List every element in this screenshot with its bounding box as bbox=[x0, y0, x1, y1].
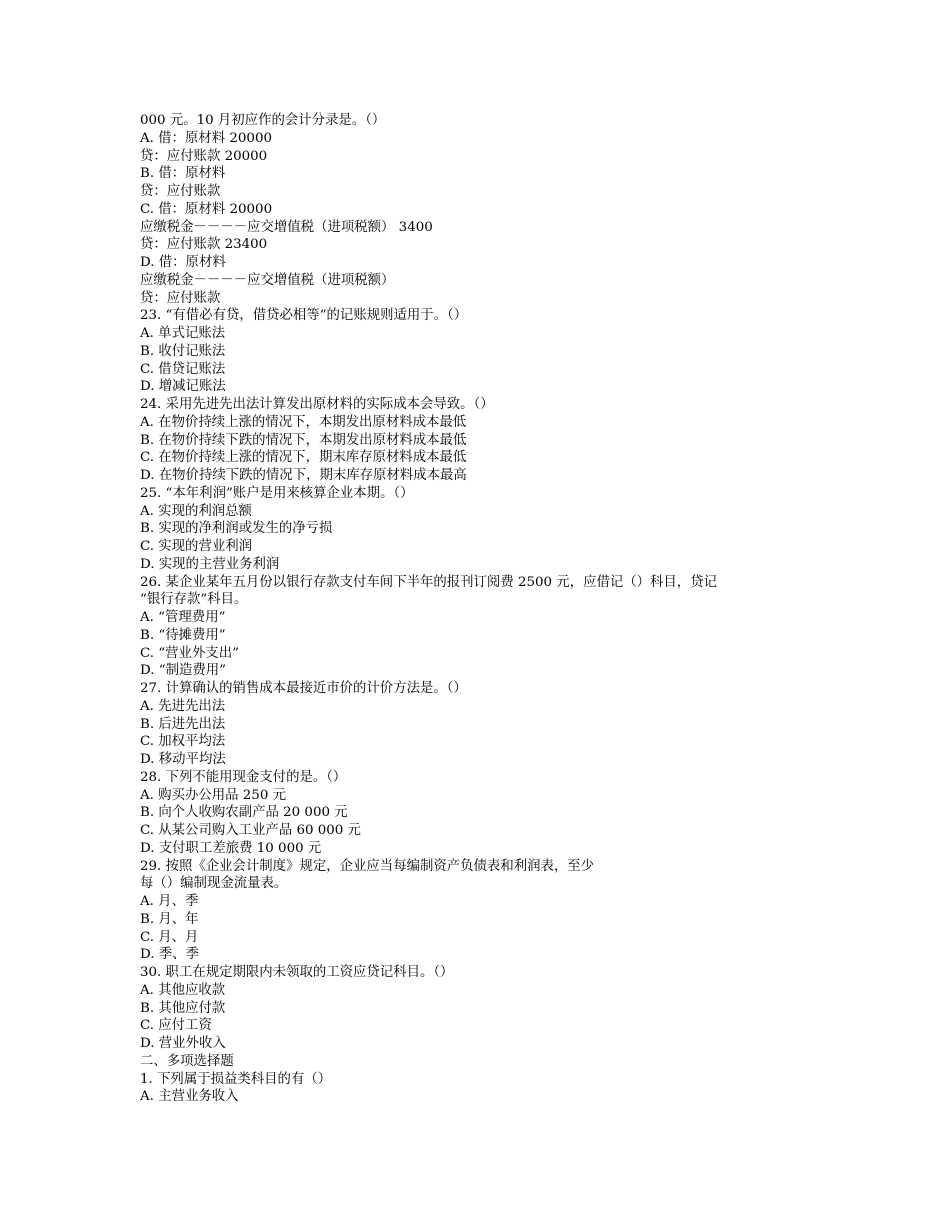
option-line: B. 借：原材料 bbox=[140, 166, 226, 182]
text-line: “银行存款”科目。 bbox=[140, 592, 248, 608]
option-line: A. 先进先出法 bbox=[140, 698, 226, 714]
option-line: A. 实现的利润总额 bbox=[140, 503, 252, 519]
option-line: A. 主营业务收入 bbox=[140, 1089, 239, 1105]
option-line: D. 支付职工差旅费 10 000 元 bbox=[140, 840, 322, 856]
option-line: D. “制造费用” bbox=[140, 663, 227, 679]
option-line: D. 移动平均法 bbox=[140, 752, 226, 767]
text-line: 每（）编制现金流量表。 bbox=[140, 876, 288, 892]
option-line: B. 其他应付款 bbox=[140, 1000, 226, 1016]
text-line: 贷：应付账款 23400 bbox=[140, 237, 268, 253]
text-line: 000 元。10 月初应作的会计分录是。（） bbox=[140, 113, 386, 128]
option-line: C. 借：原材料 20000 bbox=[140, 201, 273, 217]
option-line: A. 其他应收款 bbox=[140, 982, 226, 998]
option-line: D. 季、季 bbox=[140, 947, 199, 963]
question-line: 28. 下列不能用现金支付的是。（） bbox=[140, 769, 347, 785]
text-line: 应缴税金－－－－应交增值税（进项税额） 3400 bbox=[140, 219, 433, 235]
option-line: D. 在物价持续下跌的情况下，期末库存原材料成本最高 bbox=[140, 468, 467, 483]
option-line: B. 月、年 bbox=[140, 911, 199, 927]
option-line: C. 借贷记账法 bbox=[140, 361, 226, 377]
option-line: D. 实现的主营业务利润 bbox=[140, 556, 280, 572]
option-line: B. 实现的净利润或发生的净亏损 bbox=[140, 521, 333, 537]
question-line: 30. 职工在规定期限内未领取的工资应贷记科目。（） bbox=[140, 965, 454, 980]
option-line: B. 后进先出法 bbox=[140, 716, 226, 732]
option-line: D. 增减记账法 bbox=[140, 379, 226, 395]
text-line: 贷：应付账款 20000 bbox=[140, 148, 268, 164]
question-line: 1. 下列属于损益类科目的有（） bbox=[140, 1071, 332, 1087]
option-line: D. 营业外收入 bbox=[140, 1036, 226, 1051]
option-line: B. “待摊费用” bbox=[140, 627, 226, 643]
option-line: A. 单式记账法 bbox=[140, 326, 226, 341]
option-line: C. “营业外支出” bbox=[140, 645, 239, 661]
text-line: 贷：应付账款 bbox=[140, 290, 221, 306]
option-line: D. 借：原材料 bbox=[140, 255, 226, 270]
question-line: 27. 计算确认的销售成本最接近市价的计价方法是。（） bbox=[140, 681, 467, 696]
option-line: C. 实现的营业利润 bbox=[140, 539, 253, 554]
option-line: A. 购买办公用品 250 元 bbox=[140, 787, 286, 803]
question-line: 23. “有借必有贷，借贷必相等”的记账规则适用于。（） bbox=[140, 308, 468, 324]
section-heading: 二、多项选择题 bbox=[140, 1053, 234, 1069]
question-line: 29. 按照《企业会计制度》规定，企业应当每编制资产负债表和利润表，至少 bbox=[140, 858, 595, 874]
option-line: B. 在物价持续下跌的情况下，本期发出原材料成本最低 bbox=[140, 432, 467, 448]
option-line: C. 加权平均法 bbox=[140, 734, 226, 750]
option-line: C. 在物价持续上涨的情况下，期末库存原材料成本最低 bbox=[140, 450, 467, 466]
question-line: 25. “本年利润”账户是用来核算企业本期。（） bbox=[140, 485, 414, 501]
option-line: C. 应付工资 bbox=[140, 1018, 212, 1034]
option-line: A. 月、季 bbox=[140, 894, 199, 909]
question-line: 26. 某企业某年五月份以银行存款支付车间下半年的报刊订阅费 2500 元，应借记（）科目，贷记 bbox=[140, 574, 717, 590]
option-line: C. 从某公司购入工业产品 60 000 元 bbox=[140, 823, 361, 838]
option-line: A. 借：原材料 20000 bbox=[140, 130, 272, 146]
question-line: 24. 采用先进先出法计算发出原材料的实际成本会导致。（） bbox=[140, 397, 494, 412]
option-line: A. 在物价持续上涨的情况下，本期发出原材料成本最低 bbox=[140, 414, 467, 430]
option-line: A. “管理费用” bbox=[140, 610, 226, 625]
text-line: 应缴税金－－－－应交增值税（进项税额） bbox=[140, 272, 395, 288]
option-line: C. 月、月 bbox=[140, 929, 199, 945]
option-line: B. 收付记账法 bbox=[140, 343, 226, 359]
document-page bbox=[140, 112, 820, 1106]
text-line: 贷：应付账款 bbox=[140, 184, 221, 199]
option-line: B. 向个人收购农副产品 20 000 元 bbox=[140, 805, 348, 821]
